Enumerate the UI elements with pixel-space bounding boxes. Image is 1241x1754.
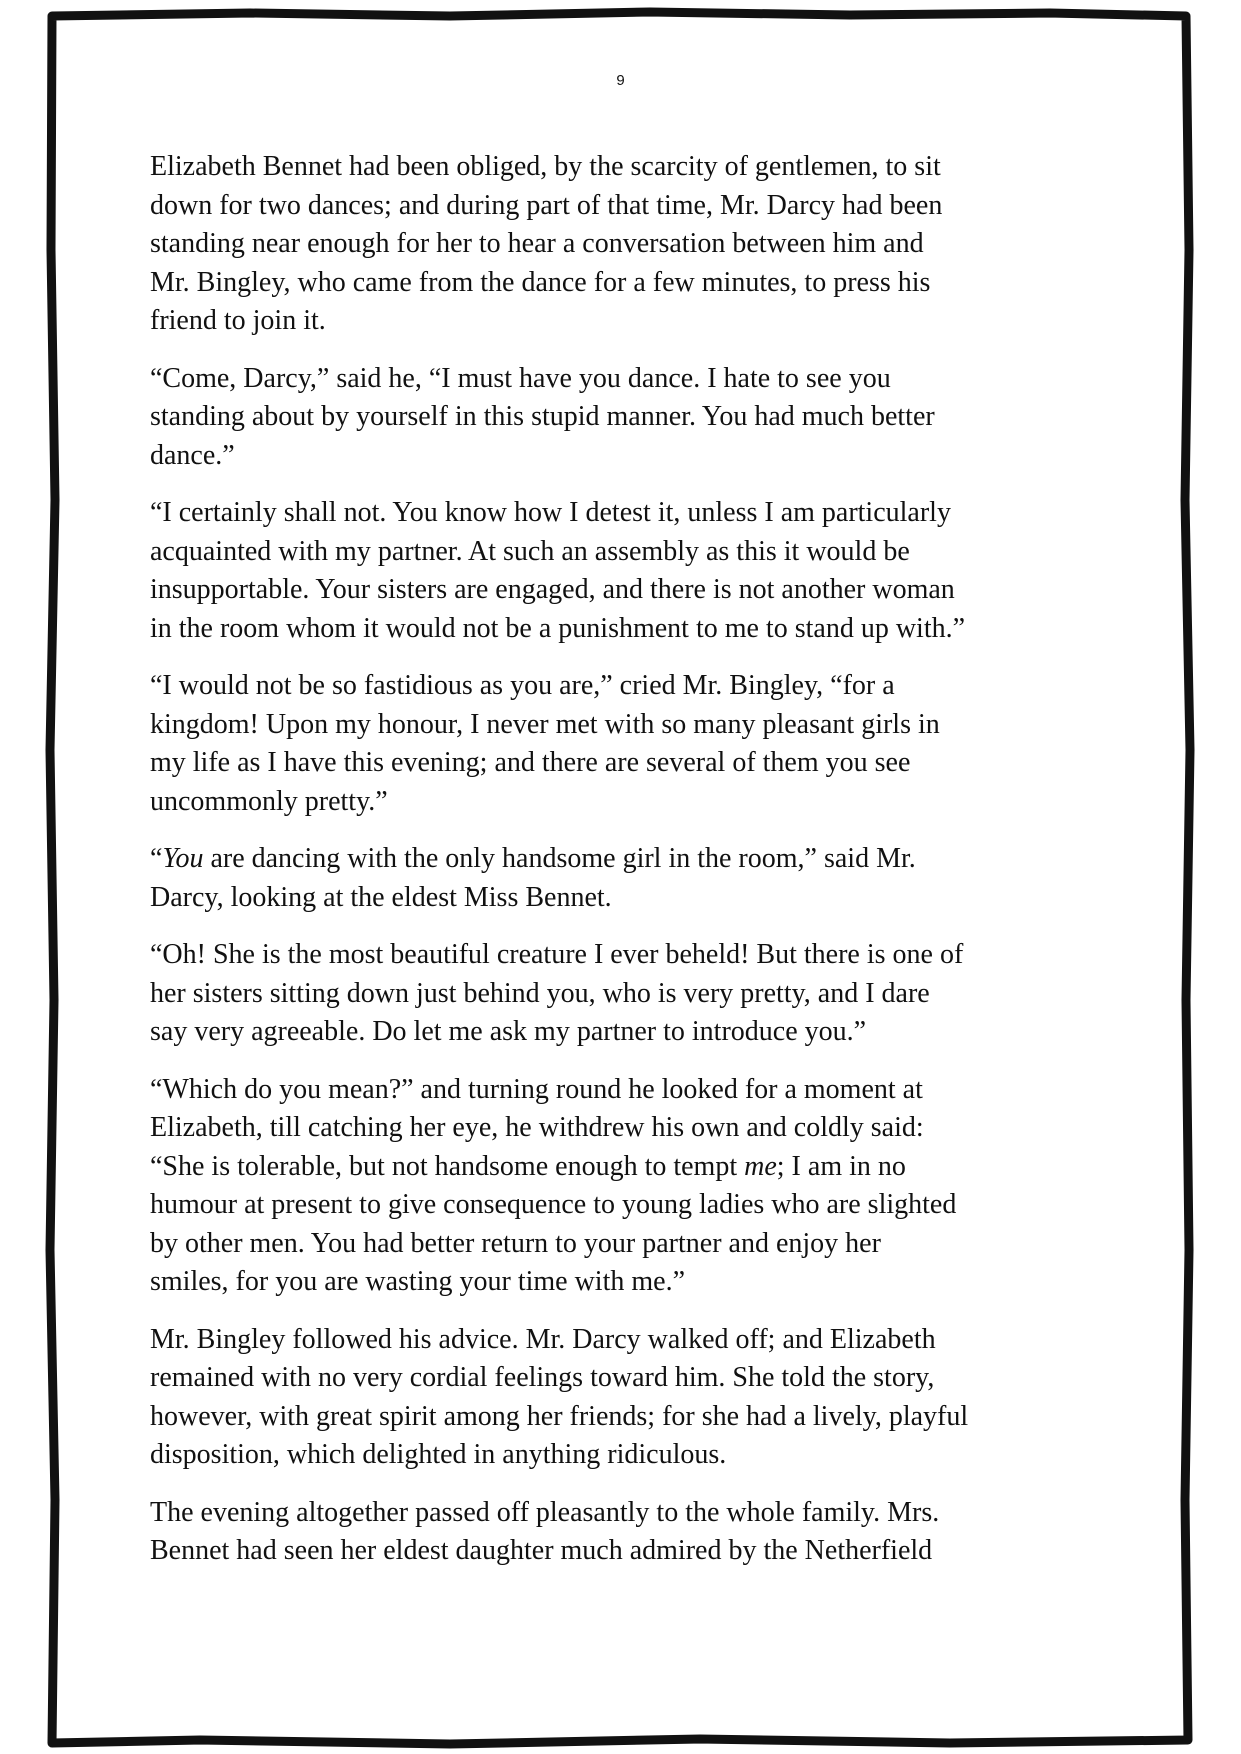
paragraph-8 — [150, 1321, 1100, 1475]
text-line: her sisters sitting down just behind you, who is very pretty, and I dare — [150, 977, 930, 1009]
text-line: Elizabeth, till catching her eye, he withdrew his own and coldly said: — [150, 1112, 924, 1143]
text-line: kingdom! Upon my honour, I never met with so many pleasant girls in — [150, 708, 940, 740]
paragraph-9 — [150, 1494, 1100, 1571]
text-line: standing near enough for her to hear a conversation between him and — [150, 228, 924, 259]
paragraph-4 — [150, 667, 1100, 821]
text-line: in the room whom it would not be a punishment to me to stand up with.” — [150, 612, 966, 644]
text-line: however, with great spirit among her friends; for she had a lively, playful — [150, 1400, 969, 1432]
text-fragment: “ — [150, 843, 163, 874]
text-line: “I would not be so fastidious as you are,” cried Mr. Bingley, “for a — [150, 670, 895, 701]
text-line: Mr. Bingley, who came from the dance for a few minutes, to press his — [150, 266, 931, 298]
paragraph-5 — [150, 840, 1100, 917]
text-line: Bennet had seen her eldest daughter much admired by the Netherfield — [150, 1535, 933, 1566]
text-line: acquainted with my partner. At such an assembly as this it would be — [150, 535, 910, 567]
paragraph-7 — [150, 1071, 1100, 1302]
text-line — [150, 840, 1100, 879]
text-line: Elizabeth Bennet had been obliged, by the scarcity of gentlemen, to sit — [150, 151, 941, 182]
text-line: standing about by yourself in this stupid manner. You had much better — [150, 401, 935, 432]
text-line: dance.” — [150, 439, 235, 471]
text-fragment: “She is tolerable, but not handsome enough to tempt — [150, 1150, 745, 1182]
emphasis: You — [162, 843, 204, 874]
text-line: “Oh! She is the most beautiful creature I ever beheld! But there is one of — [150, 939, 964, 970]
paragraph-6 — [150, 936, 1100, 1052]
paragraph-2 — [150, 360, 1100, 476]
text-line: by other men. You had better return to your partner and enjoy her — [150, 1227, 881, 1259]
text-line: disposition, which delighted in anything ridiculous. — [150, 1439, 727, 1470]
document-body — [150, 148, 1100, 1590]
paragraph-1 — [150, 148, 1100, 341]
text-line — [150, 1148, 1100, 1187]
text-fragment: are dancing with the only handsome girl in the room,” said Mr. — [203, 843, 916, 874]
text-line: smiles, for you are wasting your time with me.” — [150, 1266, 685, 1297]
text-line: friend to join it. — [150, 305, 326, 336]
text-line: say very agreeable. Do let me ask my partner to introduce you.” — [150, 1016, 867, 1047]
text-line: my life as I have this evening; and there are several of them you see — [150, 747, 911, 778]
text-line: “I certainly shall not. You know how I detest it, unless I am particularly — [150, 497, 951, 528]
text-line: remained with no very cordial feelings toward him. She told the story, — [150, 1362, 935, 1393]
text-line: Darcy, looking at the eldest Miss Bennet. — [150, 881, 612, 913]
emphasis: me — [744, 1150, 777, 1182]
text-line: Mr. Bingley followed his advice. Mr. Darcy walked off; and Elizabeth — [150, 1323, 936, 1355]
text-fragment: ; I am in no — [776, 1150, 906, 1182]
paragraph-3 — [150, 494, 1100, 648]
page-number: 9 — [616, 72, 625, 89]
text-line: down for two dances; and during part of that time, Mr. Darcy had been — [150, 189, 943, 221]
text-line: “Come, Darcy,” said he, “I must have you dance. I hate to see you — [150, 362, 891, 394]
text-line: insupportable. Your sisters are engaged, and there is not another woman — [150, 574, 955, 605]
text-line: uncommonly pretty.” — [150, 785, 388, 817]
text-line: humour at present to give consequence to young ladies who are slighted — [150, 1189, 957, 1220]
text-line: “Which do you mean?” and turning round he looked for a moment at — [150, 1073, 923, 1105]
text-line: The evening altogether passed off pleasantly to the whole family. Mrs. — [150, 1496, 940, 1528]
